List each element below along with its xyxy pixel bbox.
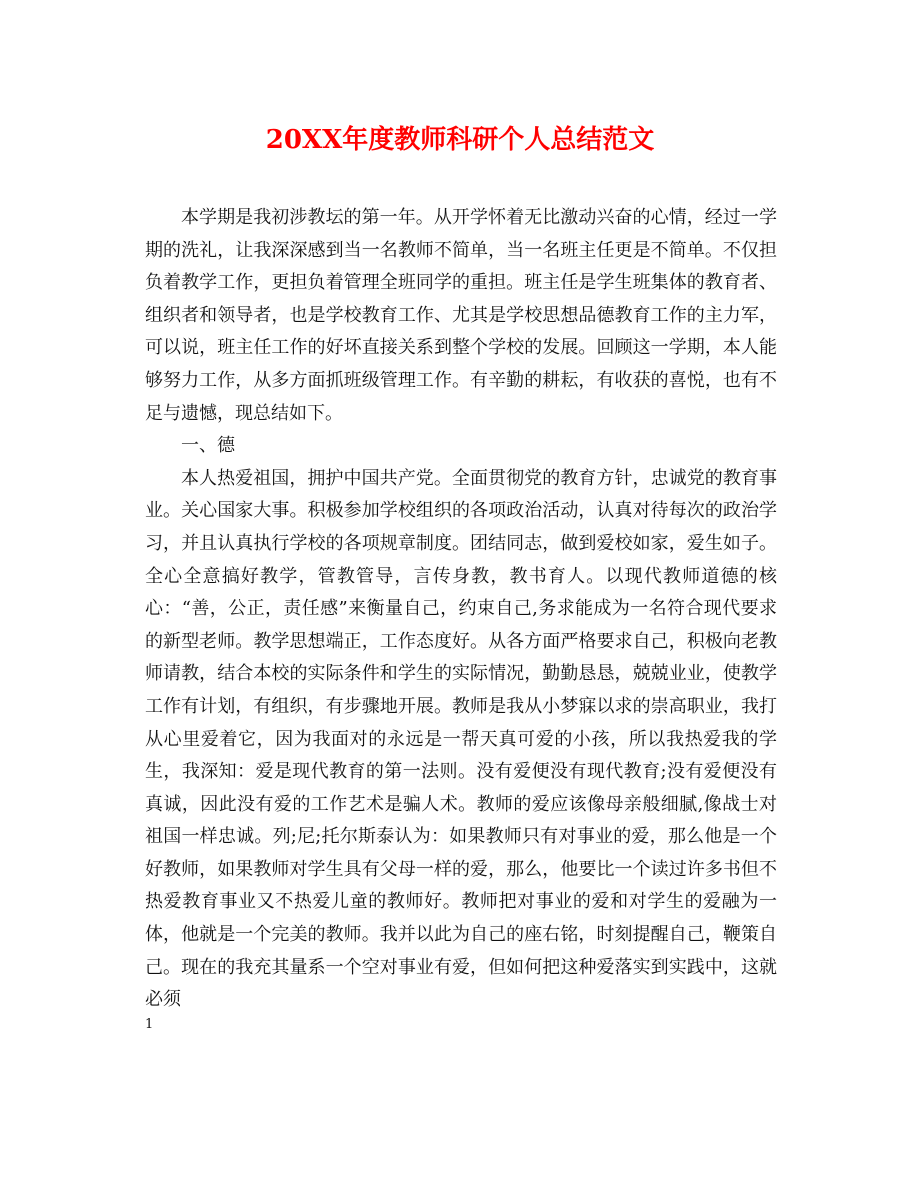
paragraph-de-body: 本人热爱祖国，拥护中国共产党。全面贯彻党的教育方针，忠诚党的教育事业。关心国家大事。积极参加学校组织的各项政治活动，认真对待每次的政治学习，并且认真执行学校的各项规章制度。团结同志，做到爱校如家，爱生如子。全心全意搞好教学，管教管导，言传身教，教书育人。以现代教师道德的核心：“善，公正，责任感”来衡量自己，约束自己,务求能成为一名符合现代要求的新型老师。教学思想端正，工作态度好。从各方面严格要求自己，积极向老教师请教，结合本校的实际条件和学生的实际情况，勤勤恳恳，兢兢业业，使教学工作有计划，有组织，有步骤地开展。教师是我从小梦寐以求的崇高职业，我打从心里爱着它，因为我面对的永远是一帮天真可爱的小孩，所以我热爱我的学生，我深知：爱是现代教育的第一法则。没有爱便没有现代教育;没有爱便没有真诚，因此没有爱的工作艺术是骗人术。教师的爱应该像母亲般细腻,像战士对祖国一样忠诚。列;尼;托尔斯泰认为：如果教师只有对事业的爱，那么他是一个好教师，如果教师对学生具有父母一样的爱，那么，他要比一个读过许多书但不热爱教育事业又不热爱儿童的教师好。教师把对事业的爱和对学生的爱融为一体，他就是一个完美的教师。我并以此为自己的座右铭，时刻提醒自己，鞭策自己。现在的我充其量系一个空对事业有爱，但如何把这种爱落实到实践中，这就必须 (145, 467, 777, 1011)
paragraph-intro: 本学期是我初涉教坛的第一年。从开学怀着无比激动兴奋的心情，经过一学期的洗礼，让我深深感到当一名教师不简单，当一名班主任更是不简单。不仅担负着教学工作，更担负着管理全班同学的重担。班主任是学生班集体的教育者、组织者和领导者，也是学校教育工作、尤其是学校思想品德教育工作的主力军，可以说，班主任工作的好坏直接关系到整个学校的发展。回顾这一学期，本人能够努力工作，从多方面抓班级管理工作。有辛勤的耕耘，有收获的喜悦，也有不足与遗憾，现总结如下。 (145, 207, 777, 424)
document-body (145, 202, 777, 1017)
page-number: 1 (145, 1017, 154, 1032)
section-heading-de: 一、德 (181, 435, 235, 457)
document-title: 20XX年度教师科研个人总结范文 (265, 125, 655, 155)
